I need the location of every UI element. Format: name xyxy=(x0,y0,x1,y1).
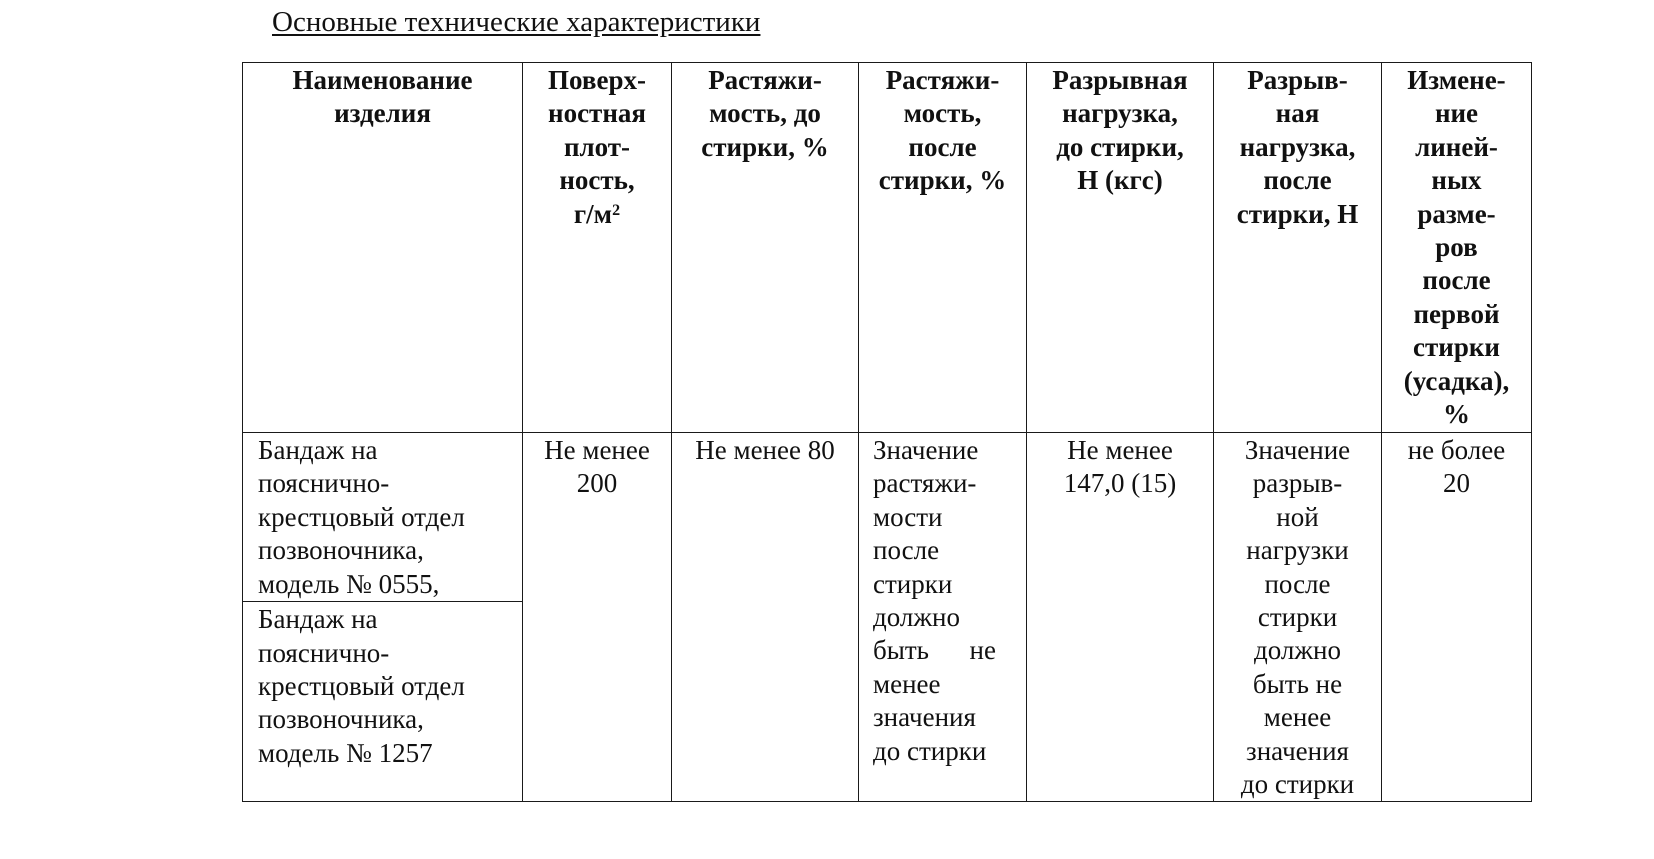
break-load-after-value: Значение разрыв- ной нагрузки после стирки должно быть не менее значения до стирки xyxy=(1214,433,1382,802)
header-surface-density: Поверх- ностная плот- ность, $г/м^2$ xyxy=(523,63,672,433)
header-stretch-after-wash: Растяжи- мость, после стирки, % xyxy=(859,63,1027,433)
unit-line: $г/м^2$ xyxy=(573,198,621,229)
specifications-table xyxy=(242,62,1532,802)
header-product-name: Наименование изделия xyxy=(243,63,523,433)
stretch-after-value: Значение растяжи- мости после стирки должно быть не менее значения до стирки xyxy=(859,433,1027,802)
header-break-load-after-wash: Разрыв- ная нагрузка, после стирки, Н xyxy=(1214,63,1382,433)
break-load-before-value: Не менее 147,0 (15) xyxy=(1027,433,1214,802)
table-row xyxy=(243,433,1532,602)
product-name-cell: Бандаж на пояснично- крестцовый отдел позвоночника, модель № 1257 xyxy=(243,602,523,802)
product-name-cell: Бандаж на пояснично- крестцовый отдел позвоночника, модель № 0555, xyxy=(243,433,523,602)
header-stretch-before-wash: Растяжи- мость, до стирки, % xyxy=(672,63,859,433)
surface-density-value: Не менее 200 xyxy=(523,433,672,802)
stretch-before-value: Не менее 80 xyxy=(672,433,859,802)
header-shrinkage: Измене- ние линей- ных разме- ров после первой стирки (усадка), % xyxy=(1382,63,1532,433)
header-break-load-before-wash: Разрывная нагрузка, до стирки, Н (кгс) xyxy=(1027,63,1214,433)
unit-superscript: 2 xyxy=(612,201,621,219)
document-title: Основные технические характеристики xyxy=(272,6,761,38)
table-header-row xyxy=(243,63,1532,433)
shrinkage-value: не более 20 xyxy=(1382,433,1532,802)
